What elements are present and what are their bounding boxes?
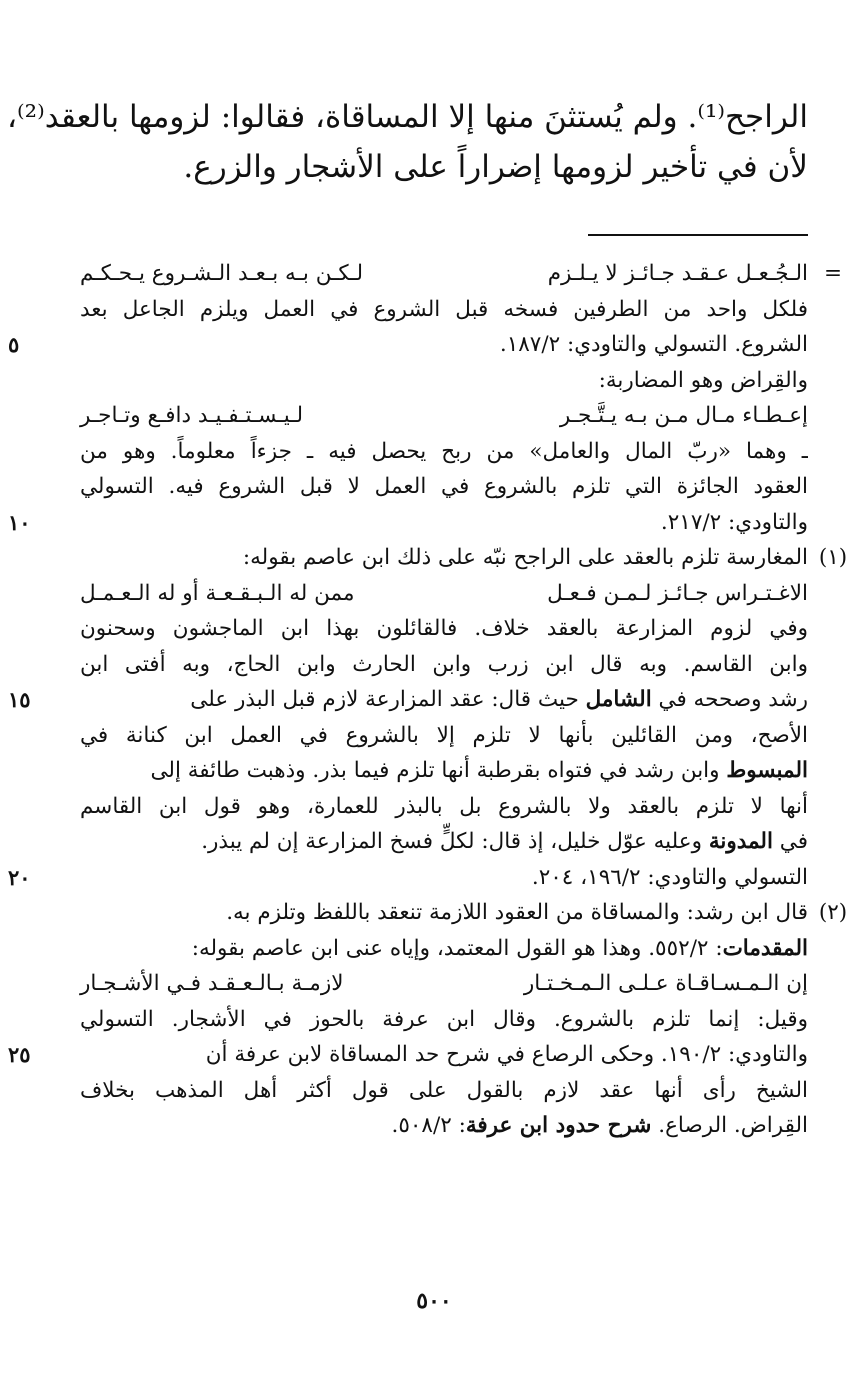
- verse-line: [80, 398, 808, 434]
- book-title: شرح حدود ابن عرفة: [465, 1113, 652, 1138]
- verse-hemistich: لـكـن بـه بـعـد الـشـروع يـحـكـم: [80, 261, 364, 286]
- book-title: الشامل: [585, 687, 652, 712]
- footnote-2-marker: (٢): [818, 900, 848, 925]
- footnote-line-text: وعليه عوّل خليل، إذ قال: لكلٍّ فسخ المزارعة إن لم يبذر.: [201, 829, 709, 854]
- footnote-1-line: أنها لا تلزم بالعقد ولا بالشروع بل بالبذر للعمارة، وهو قول ابن القاسم: [80, 793, 808, 819]
- verse-hemistich: لـيـسـتـفـيـد دافـع وتـاجـر: [80, 403, 304, 428]
- verse-line: [80, 576, 808, 612]
- verse-hemistich: الاغـتـراس جـائـز لـمـن فـعـل: [547, 580, 808, 606]
- footnote-1-line: [80, 540, 848, 576]
- footnote-2-line: وقيل: إنما تلزم بالشروع. وقال ابن عرفة بالحوز في الأشجار. التسولي: [80, 1006, 808, 1032]
- verse-line: [80, 256, 842, 292]
- footnote-2-line: [8, 1037, 808, 1073]
- footnote-line-text: التسولي والتاودي: ١٩٦/٢، ٢٠٤.: [531, 864, 808, 890]
- footnote-1-line: [80, 753, 808, 789]
- footnote-line-text: قال ابن رشد: والمساقاة من العقود اللازمة تنعقد باللفظ وتلزم به.: [226, 900, 808, 925]
- footnote-separator: [588, 234, 808, 236]
- footnote-1-line: الأصح، ومن القائلين بأنها لا تلزم إلا بالشروع في العمل ابن كنانة في: [80, 722, 808, 748]
- continuation-marker: =: [823, 261, 842, 286]
- footnote-line-text: المغارسة تلزم بالعقد على الراجح نبّه على ذلك ابن عاصم بقوله:: [242, 545, 808, 570]
- footnote-line: [8, 327, 808, 363]
- footnote-line: ـ وهما «ربّ المال والعامل» من ربح يحصل فيه ـ جزءاً معلوماً. وهو من: [80, 438, 808, 464]
- footnote-1-line: وابن القاسم. وبه قال ابن زرب وابن الحارث وابن الحاج، وبه أفتى ابن: [80, 651, 808, 677]
- footnote-line-text: والتاودي: ١٩٠/٢. وحكى الرصاع في شرح حد المساقاة لابن عرفة أن: [205, 1042, 808, 1067]
- verse-hemistich: الـجُـعـل عـقـد جـائـز لا يـلـزم: [547, 261, 808, 286]
- line-number: ١٥: [8, 687, 31, 712]
- footnote-2-line: الشيخ رأى أنها عقد لازم بالقول على قول أكثر أهل المذهب بخلاف: [80, 1077, 808, 1103]
- footnote-1-line: [8, 682, 808, 718]
- footnote-line-text: : ٥٠٨/٢.: [391, 1113, 466, 1138]
- footnote-2-line: [80, 1108, 808, 1144]
- footnote-line-text: الشروع. التسولي والتاودي: ١٨٧/٢.: [499, 332, 808, 357]
- footnote-line-text: والتاودي: ٢١٧/٢.: [660, 509, 808, 535]
- footnote-line-text: القِراض. الرصاع.: [651, 1113, 808, 1138]
- footnote-1-marker: (١): [818, 545, 848, 570]
- verse-hemistich: لازمـة بـالـعـقـد فـي الأشـجـار: [80, 971, 344, 996]
- footnote-line: والقِراض وهو المضاربة:: [598, 367, 808, 393]
- footnote-1-line: [80, 824, 808, 860]
- footnote-2-line: [80, 895, 848, 931]
- footnote-line: [8, 505, 808, 541]
- main-line-1: الراجح⁽¹⁾. ولم يُستثنَ منها إلا المساقاة، فقالوا: لزومها بالعقد⁽²⁾،: [7, 99, 808, 135]
- line-number: ١٠: [8, 509, 31, 535]
- footnote-1-line: [8, 860, 808, 896]
- footnotes: [8, 256, 848, 1144]
- footnote-line: فلكل واحد من الطرفين فسخه قبل الشروع في العمل ويلزم الجاعل بعد: [80, 296, 808, 322]
- verse-line: [80, 966, 808, 1002]
- footnote-line-text: رشد وصححه في: [651, 687, 808, 712]
- footnote-line-text: : ٥٥٢/٢. وهذا هو القول المعتمد، وإياه عنى ابن عاصم بقوله:: [191, 935, 723, 961]
- verse-hemistich: إن الـمـسـاقـاة عـلـى الـمـخـتـار: [523, 971, 808, 996]
- line-number: ٢٥: [8, 1042, 31, 1067]
- book-title: المبسوط: [726, 758, 808, 783]
- footnote-line-text: حيث قال: عقد المزارعة لازم قبل البذر على: [190, 687, 586, 712]
- main-text: [7, 92, 808, 192]
- line-number: ٢٠: [8, 864, 31, 890]
- footnote-2-line: [80, 931, 808, 967]
- footnote-1-line: وفي لزوم المزارعة بالعقد خلاف. فالقائلون بهذا ابن الماجشون وسحنون: [80, 616, 808, 641]
- footnote-line-text: وابن رشد في فتواه بقرطبة أنها تلزم فيما بذر. وذهبت طائفة إلى: [150, 758, 727, 783]
- main-line-2: لأن في تأخير لزومها إضراراً على الأشجار والزرع.: [183, 149, 808, 185]
- footnote-line: العقود الجائزة التي تلزم بالشروع في العمل لا قبل الشروع فيه. التسولي: [80, 474, 808, 499]
- line-number: ٥: [8, 332, 20, 357]
- page-number: ٥٠٠: [416, 1288, 452, 1314]
- verse-hemistich: إعـطـاء مـال مـن بـه يـتَّـجـر: [559, 403, 808, 428]
- book-title: المقدمات: [722, 935, 808, 961]
- book-title: المدونة: [708, 829, 773, 854]
- verse-hemistich: ممن له الـبـقـعـة أو له الـعـمـل: [80, 580, 355, 606]
- footnote-line-text: في: [772, 829, 808, 854]
